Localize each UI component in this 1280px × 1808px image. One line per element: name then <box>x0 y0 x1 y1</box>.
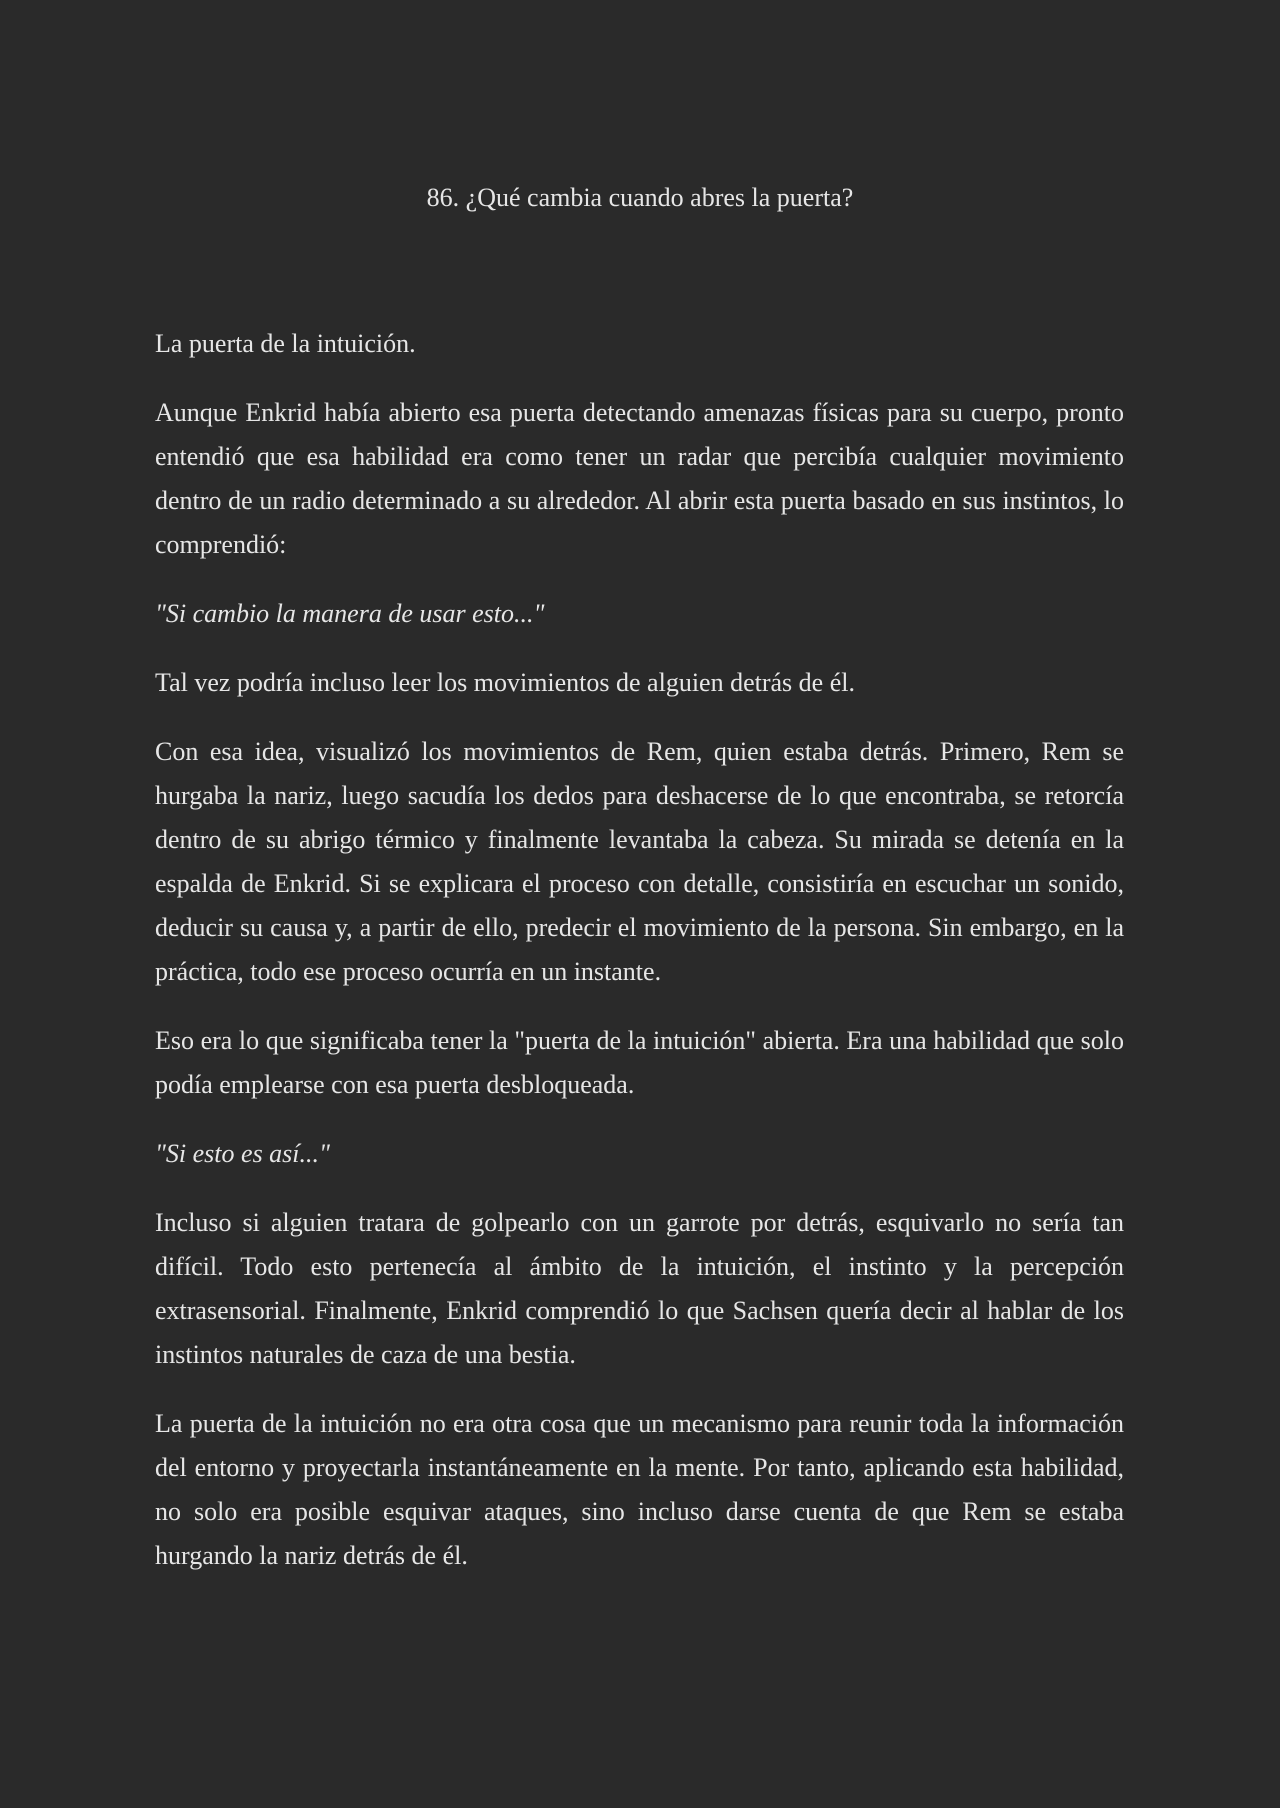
thought-quote: "Si cambio la manera de usar esto..." <box>155 599 545 628</box>
paragraph: La puerta de la intuición no era otra cosa que un mecanismo para reunir toda la información del entorno y proyectarla instantáneamente en la mente. Por tanto, aplicando esta habilidad, no solo era posible esquivar ataques, sino incluso darse cuenta de que Rem se estaba hurgando la nariz detrás de él. <box>155 1409 1124 1570</box>
chapter-title: 86. ¿Qué cambia cuando abres la puerta? <box>426 183 854 212</box>
paragraph: Aunque Enkrid había abierto esa puerta detectando amenazas físicas para su cuerpo, pronto entendió que esa habilidad era como tener un radar que percibía cualquier movimiento dentro de un radio determinado a su alrededor. Al abrir esta puerta basado en sus instintos, lo comprendió: <box>155 398 1124 559</box>
thought-quote: "Si esto es así..." <box>155 1139 330 1168</box>
paragraph: Tal vez podría incluso leer los movimientos de alguien detrás de él. <box>155 668 855 697</box>
chapter-body <box>155 322 1124 1603</box>
paragraph: Con esa idea, visualizó los movimientos de Rem, quien estaba detrás. Primero, Rem se hurgaba la nariz, luego sacudía los dedos para deshacerse de lo que encontraba, se retorcía dentro de su abrigo térmico y finalmente levantaba la cabeza. Su mirada se detenía en la espalda de Enkrid. Si se explicara el proceso con detalle, consistiría en escuchar un sonido, deducir su causa y, a partir de ello, predecir el movimiento de la persona. Sin embargo, en la práctica, todo ese proceso ocurría en un instante. <box>155 737 1124 986</box>
paragraph: Eso era lo que significaba tener la "puerta de la intuición" abierta. Era una habilidad que solo podía emplearse con esa puerta desbloqueada. <box>155 1026 1124 1099</box>
paragraph: La puerta de la intuición. <box>155 329 416 358</box>
paragraph: Incluso si alguien tratara de golpearlo con un garrote por detrás, esquivarlo no sería tan difícil. Todo esto pertenecía al ámbito de la intuición, el instinto y la percepción extrasensorial. Finalmente, Enkrid comprendió lo que Sachsen quería decir al hablar de los instintos naturales de caza de una bestia. <box>155 1208 1124 1369</box>
